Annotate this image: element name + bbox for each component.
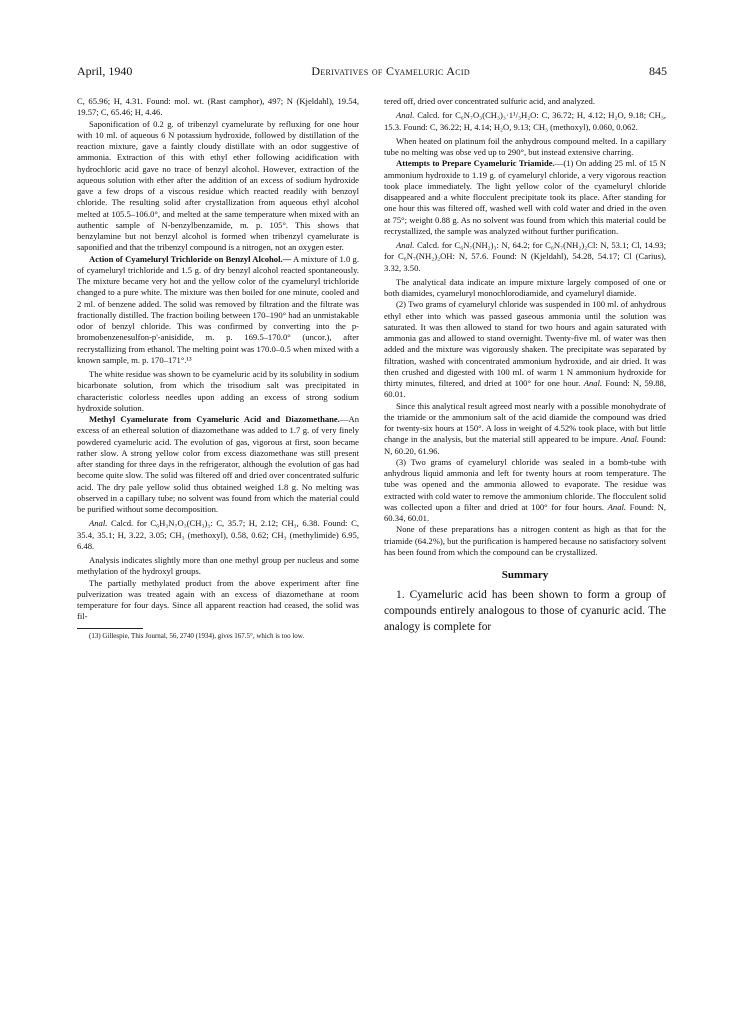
section-heading: Attempts to Prepare Cyameluric Triamide. (396, 158, 555, 169)
paragraph-text: Since this analytical result agreed most nearly with a possible monohydrate of the triamide or the ammonium salt of the acid diamide the compound was dried for twenty-six hours at 150°. A loss in weight of 4.52% took place, with but little change in the analysis, but the material still appeared to be impure. (384, 400, 666, 445)
paragraph (384, 240, 666, 274)
paragraph (77, 518, 359, 552)
page-header (77, 64, 667, 84)
paragraph-text: —(1) On adding 25 ml. of 15 N ammonium hydroxide to 1.19 g. of cyameluryl chloride, a very vigorous reaction took place immediately. The light yellow color of the cyameluryl chloride disappeared and a white flocculent precipitate took its place. After standing for one hour this was filtered off, washed well with cold water and dried in the oven at 75°; weight 0.88 g. As no solvent was found from which this material could be recrystallized, the sample was analyzed without further purification. (384, 158, 666, 236)
paragraph: C, 65.96; H, 4.31. Found: mol. wt. (Rast camphor), 497; N (Kjeldahl), 19.54, 19.57; C, 65.46; H, 4.46. (77, 96, 359, 118)
left-column (77, 96, 359, 641)
anal-label: Anal. (620, 434, 640, 445)
paragraph-text: Calcd. for C₆N₇O₃(CH₃)₃·1¹/₃H₂O: C, 36.72; H, 4.12; H₂O, 9.18; CH₃, 15.3. Found: C, 36.22; H, 4.14; H₂O, 9.13; CH₃ (methoxyl), 0.060, 0.062. (384, 110, 666, 132)
paragraph-text: Found: N, 60.34, 60.01. (384, 501, 666, 523)
paragraph-text: Found: N, 60.20, 61.96. (384, 434, 666, 456)
paragraph: The white residue was shown to be cyameluric acid by its solubility in sodium bicarbonate solution, from which the trisodium salt was precipitated in characteristic colorless needles upon adding an excess of strong sodium hydroxide solution. (77, 369, 359, 413)
paragraph: None of these preparations has a nitrogen content as high as that for the triamide (64.2%), but the purification is hampered because no satisfactory solvent has been found from which the compound can be crystallized. (384, 524, 666, 557)
paragraph (384, 401, 666, 457)
header-date: April, 1940 (77, 64, 133, 78)
anal-label: Anal. (607, 501, 627, 512)
paragraph: Saponification of 0.2 g. of tribenzyl cyamelurate by refluxing for one hour with 10 ml. of aqueous 6 N potassium hydroxide, followed by distillation of the reaction mixture, gave a faintly cloudy distillate with an odor suggestive of ammonia. Extraction of this with ethyl ether following acidification with hydrochloric acid gave no trace of benzyl alcohol. However, extraction of the aqueous solution with ether after the addition of an excess of sodium hydroxide gave a few drops of a viscous residue which reacted readily with benzoyl chloride. The resulting solid after crystallization from aqueous ethyl alcohol melted at 105.5–106.0°, and melted at the same temperature when mixed with an authentic sample of N-benzylbenzamide, m. p. 105°. This shows that benzylamine but not benzyl alcohol is formed when tribenzyl cyamelurate is saponified and that the tribenzyl compound is a nitrogen, not an oxygen ester. (77, 118, 359, 253)
paragraph-text: —An excess of an ethereal solution of diazomethane was added to 1.7 g. of very finely powdered cyameluric acid. The evolution of gas, vigorous at first, soon became rather slow. A strong yellow color from excess diazomethane was still present after standing for three days in the refrigerator, although the evolution of gas had become quite slow. The solid was filtered off and dried over concentrated sulfuric acid. The dry pale yellow solid thus obtained weighed 1.8 g. No melting was observed in a capillary tube; no solvent was found from which the material could be purified without some decomposition. (77, 414, 359, 514)
paragraph (77, 414, 359, 515)
paragraph (384, 110, 666, 133)
paragraph: The partially methylated product from the above experiment after fine pulverization was treated again with an excess of diazomethane at room temperature for four days. Since all apparent reaction had ceased, the solid was fil- (77, 577, 359, 622)
paragraph-text: A mixture of 1.0 g. of cyameluryl trichloride and 1.5 g. of dry benzyl alcohol reacted spontaneously. The mixture became very hot and the yellow color of the cyameluryl trichloride changed to a pure white. The mixture was then boiled for one minute, cooled and 2 ml. of benzene added. The solid was removed by filtration and the filtrate was fractionally distilled. The fraction boiling between 170–190° had an unmistakable odor of benzyl chloride. This was confirmed by converting into the p-bromobenzenesulfon-p'-anisidide, m. p. 169.5–170.0° (uncor.), after recrystallizing from ethanol. The melting point was 170.0–0.5 when mixed with a known sample, m. p. 170–171°.¹³ (77, 253, 359, 365)
paragraph: When heated on platinum foil the anhydrous compound melted. In a capillary tube no melting was obse ved up to 290°, but instead extensive charring. (384, 135, 666, 157)
anal-label: Anal. (396, 240, 415, 250)
footnote: (13) Gillespie, This Journal, 56, 2740 (1934), gives 167.5°, which is too low. (89, 631, 305, 640)
section-heading: Action of Cyameluryl Trichloride on Benzyl Alcohol.— (89, 253, 292, 264)
footnote-divider (77, 628, 143, 629)
section-heading: Methyl Cyamelurate from Cyameluric Acid and Diazomethane. (89, 414, 340, 424)
paragraph (384, 299, 666, 400)
anal-label: Anal. (89, 518, 108, 529)
anal-label: Anal. (396, 110, 415, 121)
paragraph-text: (3) Two grams of cyameluryl chloride was sealed in a bomb-tube with anhydrous liquid ammonia and left for twenty hours at room temperature. The tube was opened and the ammonia allowed to evaporate. The residue was extracted with cold water to remove the ammonium chloride. The flocculent solid was collected upon a filter and dried at 100° for four hours. (384, 456, 666, 512)
paragraph-text: Calcd. for C₆N₇(NH₂)₃: N, 64.2; for C₆N₇(NH₂)₂Cl: N, 53.1; Cl, 14.93; for C₆N₇(NH₂)₂OH: N, 57.6. Found: N (Kjeldahl), 54.28, 54.17; Cl (Carius), 3.32, 3.50. (384, 240, 666, 273)
paragraph: The analytical data indicate an impure mixture largely composed of one or both diamides, cyameluryl monochlorodiamide, and cyameluryl diamide. (384, 276, 666, 298)
paragraph (77, 254, 359, 367)
paragraph-text: Found: N, 59.88, 60.01. (384, 378, 666, 400)
anal-label: Anal. (583, 378, 603, 388)
right-column (384, 96, 666, 635)
paragraph-text: (2) Two grams of cyameluryl chloride was suspended in 100 ml. of anhydrous ethyl ether into which was passed gaseous ammonia until the solution was saturated. It was then allowed to stand for two hours and again saturated with ammonia gas and allowed to stand overnight. Twenty-five ml. of water was then added and the mixture was vigorously shaken. The precipitate was separated by filtration, washed with concentrated ammonium hydroxide, and air dried. It was then crushed and digested with 100 ml. of warm 1 N ammonium hydroxide for thirty minutes, filtered, and dried at 100° for one hour. (384, 299, 666, 388)
paragraph (384, 457, 666, 525)
summary-heading: Summary (501, 569, 549, 581)
paragraph: Analysis indicates slightly more than one methyl group per nucleus and some methylation of the hydroxyl groups. (77, 555, 359, 577)
paragraph: tered off, dried over concentrated sulfuric acid, and analyzed. (384, 96, 596, 106)
paragraph (384, 158, 666, 237)
paragraph-text: Calcd. for C₆H₃N₇O₃(CH₃)₃: C, 35.7; H, 2.12; CH₃, 6.38. Found: C, 35.4, 35.1; H, 3.22, 3.05; CH₃ (methoxyl), 0.58, 0.62; CH₃ (methylimide) 6.95, 6.48. (77, 518, 359, 551)
page-number: 845 (648, 64, 667, 78)
running-title: Derivatives of Cyameluric Acid (311, 64, 470, 78)
summary-paragraph: 1. Cyameluric acid has been shown to form a group of compounds entirely analogous to those of cyanuric acid. The analogy is complete for (384, 589, 666, 634)
